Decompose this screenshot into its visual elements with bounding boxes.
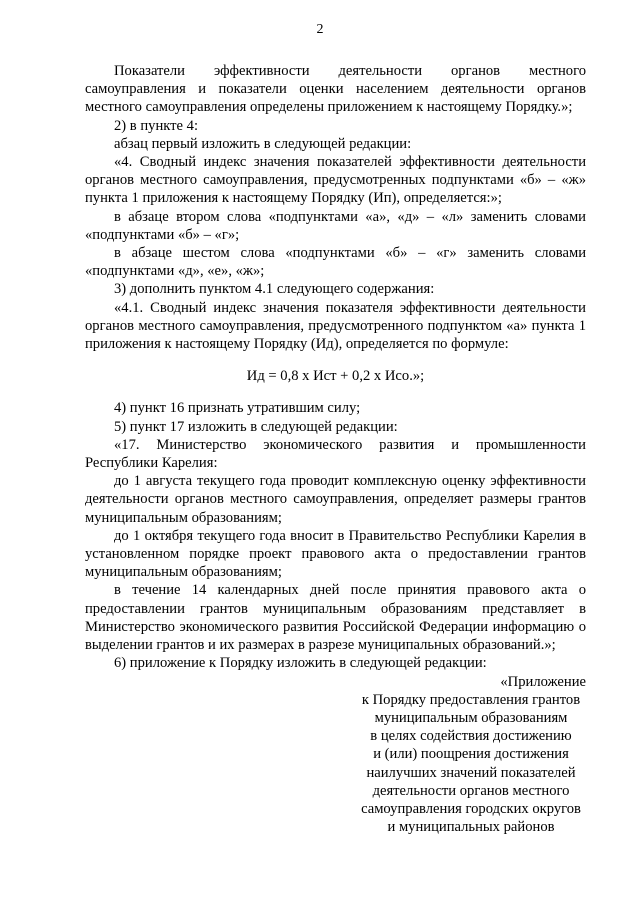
appendix-header (85, 673, 586, 837)
appendix-line: наилучших значений показателей (366, 764, 576, 781)
paragraph: 4) пункт 16 признать утратившим силу; (114, 400, 361, 417)
appendix-line: самоуправления городских округов (361, 800, 581, 817)
appendix-line: к Порядку предоставления грантов (361, 691, 581, 708)
paragraph: «4. Сводный индекс значения показателей эффективности деятельности органов местного самоуправления, предусмотренных подпунктами «б» – «ж» пункта 1 приложения к настоящему Порядку (Ип), определяется:»; (85, 154, 586, 207)
paragraph: 5) пункт 17 изложить в следующей редакции: (114, 418, 398, 435)
paragraph: в абзаце шестом слова «подпунктами «б» – «г» заменить словами «подпунктами «д», «е», «ж»; (85, 245, 586, 280)
formula: Ид = 0,8 x Ист + 0,2 x Исо.»; (246, 368, 425, 385)
paragraph: до 1 августа текущего года проводит комплексную оценку эффективности деятельности органов местного самоуправления, определяет размеры грантов муниципальным образованиям; (85, 473, 586, 526)
paragraph: «4.1. Сводный индекс значения показателя эффективности деятельности органов местного самоуправления, предусмотренного подпунктом «а» пункта 1 приложения к настоящему Порядку (Ид), определяется по формуле: (85, 299, 586, 353)
paragraph: до 1 октября текущего года вносит в Правительство Республики Карелия в установленном порядке проект правового акта о предоставлении грантов муниципальным образованиям; (85, 527, 586, 581)
paragraph: абзац первый изложить в следующей редакции: (114, 135, 412, 152)
appendix-line: в целях содействия достижению (370, 728, 572, 745)
appendix-line: и муниципальных районов (387, 819, 555, 836)
appendix-title: «Приложение (500, 673, 586, 690)
paragraph: в абзаце втором слова «подпунктами «а», «д» – «л» заменить словами «подпунктами «б» – «г»; (85, 208, 586, 243)
paragraph: «17. Министерство экономического развития и промышленности Республики Карелия: (85, 436, 586, 472)
page-number: 2 (316, 22, 324, 37)
appendix-line: муниципальным образованиям (374, 709, 568, 726)
appendix-line: деятельности органов местного (372, 782, 570, 799)
paragraph: 6) приложение к Порядку изложить в следующей редакции: (114, 655, 487, 672)
paragraph: в течение 14 календарных дней после принятия правового акта о предоставлении грантов муниципальным образованиям представляет в Министерство экономического развития Российской Федерации информацию о выделении грантов и их размерах в разрезе муниципальных образований.»; (85, 582, 586, 654)
appendix-line: и (или) поощрения достижения (373, 746, 569, 763)
paragraph: 2) в пункте 4: (114, 117, 199, 134)
paragraph: Показатели эффективности деятельности органов местного самоуправления и показатели оценки населением деятельности органов местного самоуправления определены приложением к настоящему Порядку.»; (85, 63, 586, 116)
paragraph: 3) дополнить пунктом 4.1 следующего содержания: (114, 281, 435, 298)
document-body (85, 62, 586, 836)
